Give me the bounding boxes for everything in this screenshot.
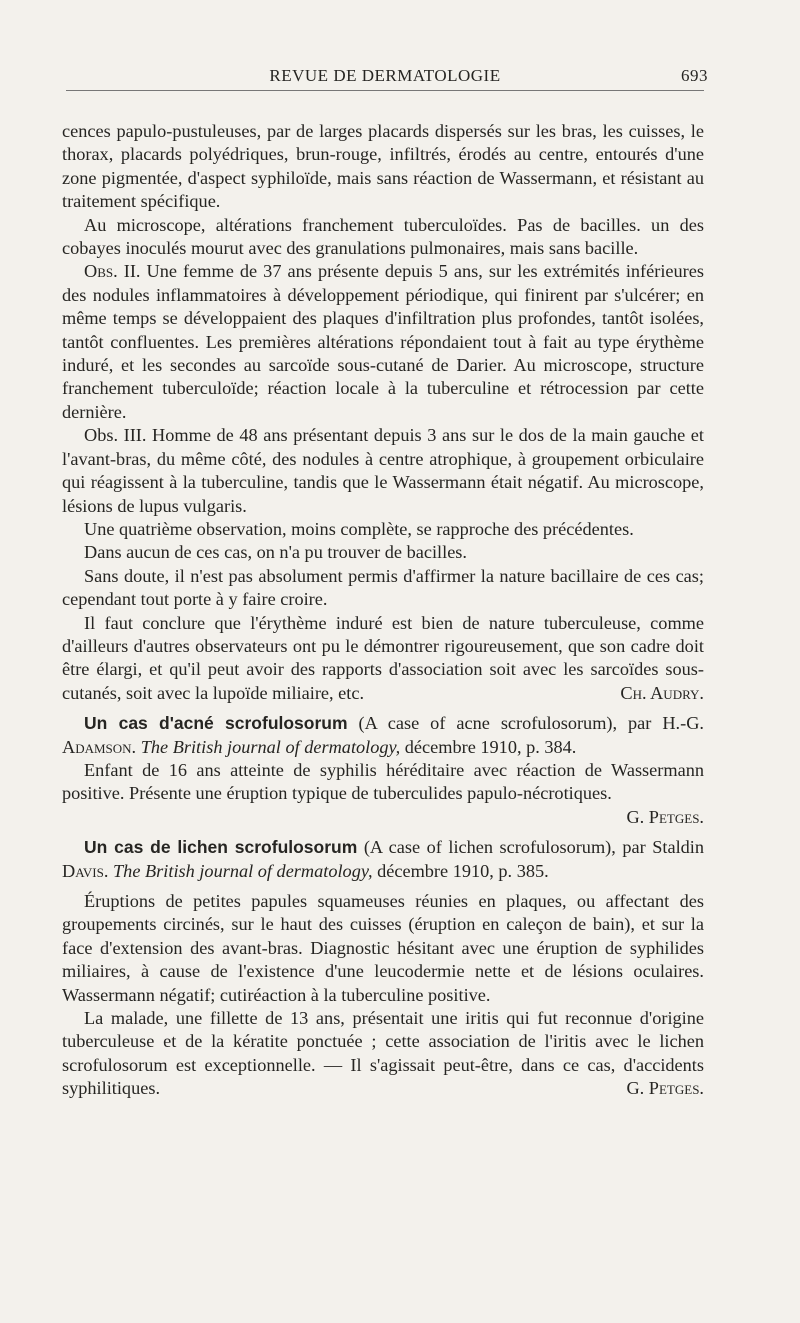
running-title: REVUE DE DERMATOLOGIE xyxy=(269,66,501,85)
signature-petges-1: G. Petges. xyxy=(626,806,704,827)
paragraph-continuation: cences papulo-pustuleuses, par de larges placards dispersés sur les bras, les cuisses, le thorax, placards polyédriques, brun-rouge, infiltrés, érodés au centre, entourés d'une zone pigmentée, d'aspect syphiloïde, mais sans réaction de Wassermann, et résistant au traitement spécifique. xyxy=(62,121,704,212)
obs-2-label: Obs. II. xyxy=(84,261,141,282)
paragraph-obs-3: Obs. III. Homme de 48 ans présentant depuis 3 ans sur le dos de la main gauche et l'avant-bras, du même côté, des nodules à centre atrophique, à groupement orbiculaire qui réagissent à la tuberculine, tandis que le Wassermann était négatif. Au microscope, lésions de lupus vulgaris. xyxy=(62,425,704,516)
body-text xyxy=(62,120,704,1101)
paragraph-aucun: Dans aucun de ces cas, on n'a pu trouver de bacilles. xyxy=(84,542,467,563)
article-2-journal: The British journal of dermatology, xyxy=(113,860,373,881)
article-1-ref-a: (A case of acne scrofulosorum), par H.-G. xyxy=(358,713,704,734)
article-2-p2-text: La malade, une fillette de 13 ans, présentait une iritis qui fut reconnue d'origine tuberculeuse et de la kératite ponctuée ; cette association de l'iritis avec le lichen scrofulosorum est exceptionnelle. — Il s'agissait peut-être, dans ce cas, d'accidents syphilitiques. xyxy=(62,1008,704,1099)
article-2-paragraph-1: Éruptions de petites papules squameuses réunies en plaques, ou affectant des groupements circinés, sur le haut des cuisses (éruption en caleçon de bain), et sur la face d'extension des avant-bras. Diagnostic hésitant avec une éruption de syphilides miliaires, à cause de l'existence d'une leucodermie nette et de lésions oculaires. Wassermann négatif; cutiréaction à la tuberculine positive. xyxy=(62,891,704,1005)
paragraph-sans-doute: Sans doute, il n'est pas absolument permis d'affirmer la nature bacillaire de ces cas; cependant tout porte à y faire croire. xyxy=(62,565,704,610)
article-1-ref-b: décembre 1910, p. 384. xyxy=(404,736,577,757)
article-2-title: Un cas de lichen scrofulosorum xyxy=(84,837,358,858)
conclure-text: Il faut conclure que l'érythème induré est bien de nature tuberculeuse, comme d'ailleurs d'autres observateurs ont pu le démontrer rigoureusement, que son cadre doit être élargi, et qu'il peut avoir des rapports d'association soit avec les sarcoïdes sous-cutanés, soit avec la lupoïde miliaire, etc. xyxy=(62,612,704,703)
article-2-ref-b: décembre 1910, p. 385. xyxy=(377,860,549,881)
paragraph-conclure xyxy=(62,612,704,706)
article-2-paragraph-2 xyxy=(62,1007,704,1101)
paragraph-microscope: Au microscope, altérations franchement tuberculoïdes. Pas de bacilles. un des cobayes inoculés mourut avec des granulations pulmonaires, mais sans bacille. xyxy=(62,214,704,259)
signature-audry: Ch. Audry. xyxy=(620,682,704,703)
article-2-ref-a: (A case of lichen scrofulosorum), par Staldin xyxy=(363,837,705,858)
article-2-author: Davis. xyxy=(62,860,109,881)
obs-2-text: Une femme de 37 ans présente depuis 5 ans, sur les extrémités inférieures des nodules inflammatoires à développement périodique, qui finirent par s'ulcérer; en même temps se développaient des plaques d'infiltration plus profondes, tantôt isolées, tantôt confluentes. Les premières altérations répondaient tout à fait au type érythème induré, et les secondes au sarcoïde sous-cutané de Darier. Au microscope, structure franchement tuberculoïde; réaction locale à la tuberculine et rétrocession par cette dernière. xyxy=(62,261,704,422)
running-header xyxy=(66,60,708,91)
page-number: 693 xyxy=(681,66,708,85)
signature-petges-2: G. Petges. xyxy=(626,1078,704,1099)
paragraph-obs-2 xyxy=(62,260,704,424)
paragraph-quatrieme: Une quatrième observation, moins complète, se rapproche des précédentes. xyxy=(84,518,634,539)
article-2-heading xyxy=(62,836,704,883)
article-1-journal: The British journal of dermatology, xyxy=(140,736,401,757)
article-1-title: Un cas d'acné scrofulosorum xyxy=(84,713,348,734)
article-1-text: Enfant de 16 ans atteinte de syphilis héréditaire avec réaction de Wassermann positive. Présente une éruption typique de tuberculides papulo-nécrotiques. xyxy=(62,759,704,804)
article-1-author: Adamson. xyxy=(62,736,137,757)
article-1-body xyxy=(62,759,704,829)
article-1-heading xyxy=(62,712,704,759)
